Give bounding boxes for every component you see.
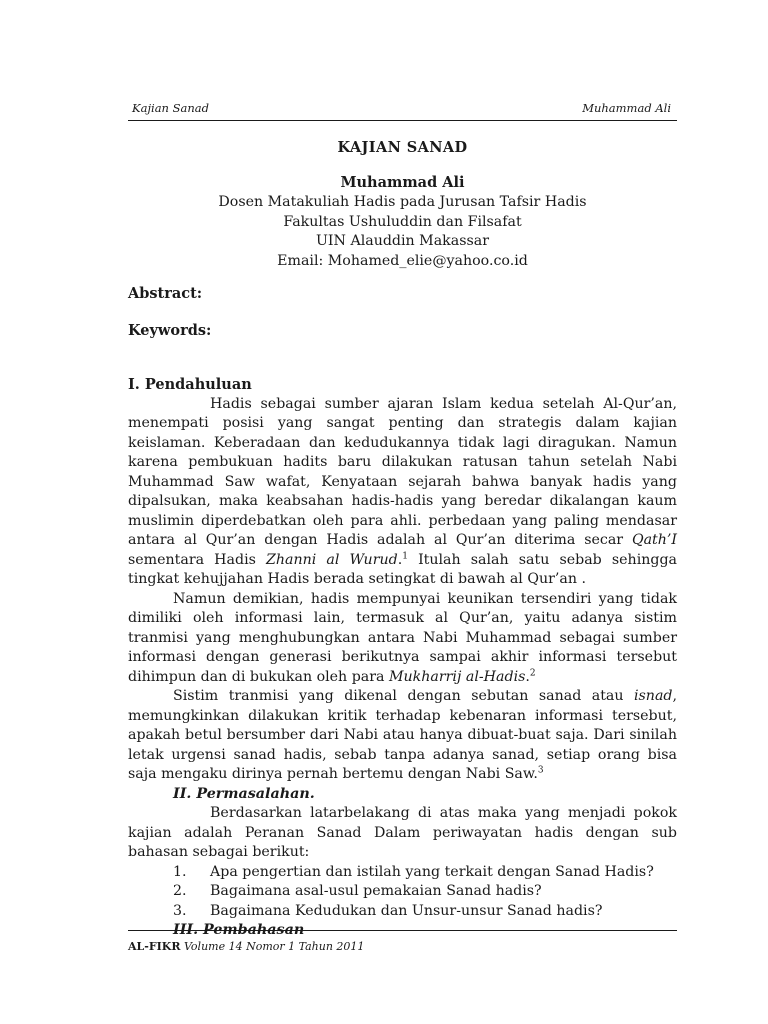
section-heading-introduction: I. Pendahuluan bbox=[128, 376, 252, 393]
text-run: . bbox=[397, 551, 403, 568]
list-item-text: Apa pengertian dan istilah yang terkait dengan Sanad Hadis? bbox=[210, 863, 654, 880]
text-run: Namun demikian, hadis mempunyai keunikan tersendiri yang tidak dimiliki oleh informasi lain, termasuk al Qur’an, yaitu adanya sistim tranmisi yang menghubungkan antara Nabi Muhammad sebagai sumber informasi dengan generasi berikutnya sampai akhir informasi tersebut dihimpun dan di bukukan oleh para bbox=[128, 590, 677, 685]
list-item-text: Bagaimana asal-usul pemakaian Sanad hadis? bbox=[210, 883, 542, 899]
paper-title: KAJIAN SANAD bbox=[337, 139, 468, 156]
text-run: Itulah salah satu sebab sehingga tingkat kehujjahan Hadis berada setingkat di bawah al Qur’an . bbox=[128, 551, 677, 587]
italic-term: Mukharrij al-Hadis bbox=[389, 668, 526, 685]
journal-name: AL-FIKR bbox=[128, 940, 181, 953]
abstract-label: Abstract: bbox=[128, 285, 203, 302]
list-item bbox=[128, 882, 677, 902]
section-heading-problem: II. Permasalahan. bbox=[173, 785, 315, 802]
author-affiliation-1: Dosen Matakuliah Hadis pada Jurusan Tafsir Hadis bbox=[218, 193, 587, 210]
footnote-ref-1: 1 bbox=[402, 550, 408, 561]
list-item-number: 2. bbox=[173, 883, 187, 899]
paragraph-problem: Berdasarkan latarbelakang di atas maka yang menjadi pokok kajian adalah Peranan Sanad Dalam periwayatan hadis dengan sub bahasan sebagai berikut: bbox=[128, 805, 677, 860]
italic-term: isnad bbox=[633, 688, 673, 704]
list-item-number: 1. bbox=[173, 863, 187, 880]
paragraph-intro-1 bbox=[128, 395, 677, 590]
author-name: Muhammad Ali bbox=[340, 174, 465, 191]
running-header-title: Kajian Sanad bbox=[132, 101, 209, 115]
text-run: Hadis sebagai sumber ajaran Islam kedua setelah Al-Qur’an, menempati posisi yang sangat penting dan strategis dalam kajian keislaman. Keberadaan dan kedudukannya tidak lagi diragukan. Namun karena pembukuan hadits baru dilakukan ratusan tahun setelah Nabi Muhammad Saw wafat, Kenyataan sejarah bahwa banyak hadis yang dipalsukan, maka keabsahan hadis-hadis yang beredar dikalangan kaum muslimin diperdebatkan oleh para ahli. perbedaan yang paling mendasar antara al Qur’an dengan Hadis adalah al Qur’an diterima secar bbox=[128, 395, 677, 548]
header-rule bbox=[128, 120, 677, 121]
author-block bbox=[128, 173, 677, 272]
author-affiliation-3: UIN Alauddin Makassar bbox=[315, 233, 490, 250]
journal-footer bbox=[128, 940, 364, 953]
text-run: Sistim tranmisi yang dikenal dengan sebutan sanad atau bbox=[173, 688, 634, 704]
footnote-ref-3: 3 bbox=[537, 765, 544, 776]
italic-term: Qath’I bbox=[631, 532, 677, 548]
list-item-text: Bagaimana Kedudukan dan Unsur-unsur Sanad hadis? bbox=[210, 902, 603, 919]
list-item-number: 3. bbox=[173, 902, 187, 919]
author-email: Email: Mohamed_elie@yahoo.co.id bbox=[277, 253, 528, 270]
text-run: , memungkinkan dilakukan kritik terhadap kebenaran informasi tersebut, apakah betul bersumber dari Nabi atau hanya dibuat-buat saja. Dari sinilah letak urgensi sanad hadis, sebab tanpa adanya sanad, setiap orang bisa saja mengaku dirinya pernah bertemu dengan Nabi Saw. bbox=[128, 688, 677, 782]
footnote-ref-2: 2 bbox=[529, 667, 536, 678]
section-heading-discussion: III. Pembahasan bbox=[173, 922, 305, 938]
journal-volume: Volume 14 Nomor 1 Tahun 2011 bbox=[180, 940, 365, 953]
author-affiliation-2: Fakultas Ushuluddin dan Filsafat bbox=[283, 213, 522, 230]
list-item bbox=[128, 902, 677, 922]
body-text bbox=[128, 375, 677, 941]
research-questions-list bbox=[128, 863, 677, 922]
text-run: . bbox=[525, 668, 530, 685]
keywords-label: Keywords: bbox=[128, 322, 212, 339]
text-run: sementara Hadis bbox=[128, 551, 267, 568]
footer-rule bbox=[128, 930, 677, 931]
paragraph-intro-2 bbox=[128, 590, 677, 688]
paragraph-intro-3 bbox=[128, 687, 677, 785]
list-item bbox=[128, 863, 677, 883]
running-header-author: Muhammad Ali bbox=[582, 101, 671, 115]
italic-term: Zhanni al Wurud bbox=[266, 551, 398, 568]
